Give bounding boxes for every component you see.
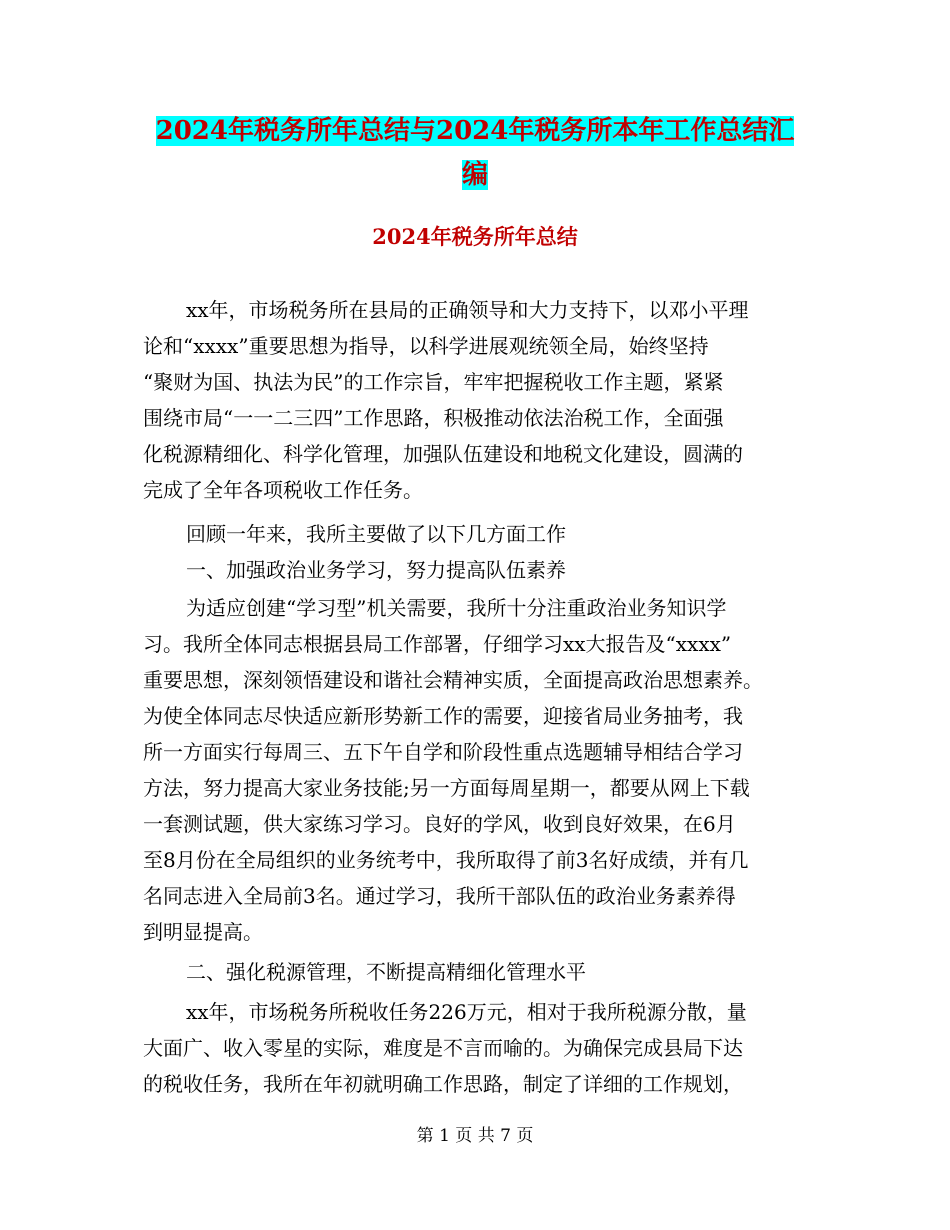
body-line: 完成了全年各项税收工作任务。 xyxy=(143,478,423,502)
body-line: 围绕市局“一一二三四”工作思路，积极推动依法治税工作，全面强 xyxy=(143,406,724,430)
document-title-line-2 xyxy=(0,153,950,197)
body-line: 一套测试题，供大家练习学习。良好的学风，收到良好效果，在6月 xyxy=(143,812,736,836)
body-line: 所一方面实行每周三、五下午自学和阶段性重点选题辅导相结合学习 xyxy=(143,740,743,764)
page-footer: 第 1 页 共 7 页 xyxy=(416,1126,534,1146)
body-line: 重要思想，深刻领悟建设和谐社会精神实质，全面提高政治思想素养。 xyxy=(143,668,763,692)
body-line: 为适应创建“学习型”机关需要，我所十分注重政治业务知识学 xyxy=(186,596,727,620)
body-line: 方法，努力提高大家业务技能;另一方面每周星期一，都要从网上下载 xyxy=(143,776,750,800)
body-line: “聚财为国、执法为民”的工作宗旨，牢牢把握税收工作主题，紧紧 xyxy=(143,370,724,394)
section-title: 2024年税务所年总结 xyxy=(372,224,578,249)
body-line: 至8月份在全局组织的业务统考中，我所取得了前3名好成绩，并有几 xyxy=(143,848,749,872)
body-line: 大面广、收入零星的实际，难度是不言而喻的。为确保完成县局下达 xyxy=(143,1036,743,1060)
title-highlight: 编 xyxy=(461,160,488,190)
body-line: 回顾一年来，我所主要做了以下几方面工作 xyxy=(186,522,566,546)
section-heading: 二、强化税源管理，不断提高精细化管理水平 xyxy=(186,960,586,984)
body-line: 到明显提高。 xyxy=(143,920,263,944)
body-line: 化税源精细化、科学化管理，加强队伍建设和地税文化建设，圆满的 xyxy=(143,442,743,466)
body-line: xx年，市场税务所税收任务226万元，相对于我所税源分散，量 xyxy=(186,1000,747,1024)
title-highlight: 2024年税务所年总结与2024年税务所本年工作总结汇 xyxy=(155,116,795,146)
body-line: 名同志进入全局前3名。通过学习，我所干部队伍的政治业务素养得 xyxy=(143,884,736,908)
section-heading: 一、加强政治业务学习，努力提高队伍素养 xyxy=(186,558,566,582)
body-line: 习。我所全体同志根据县局工作部署，仔细学习xx大报告及“xxxx” xyxy=(143,632,732,656)
body-line: 论和“xxxx”重要思想为指导，以科学进展观统领全局，始终坚持 xyxy=(143,334,709,358)
body-line: xx年，市场税务所在县局的正确领导和大力支持下，以邓小平理 xyxy=(186,298,749,322)
body-line: 的税收任务，我所在年初就明确工作思路，制定了详细的工作规划， xyxy=(143,1072,743,1096)
document-title-line-1 xyxy=(0,109,950,153)
body-line: 为使全体同志尽快适应新形势新工作的需要，迎接省局业务抽考，我 xyxy=(143,704,743,728)
